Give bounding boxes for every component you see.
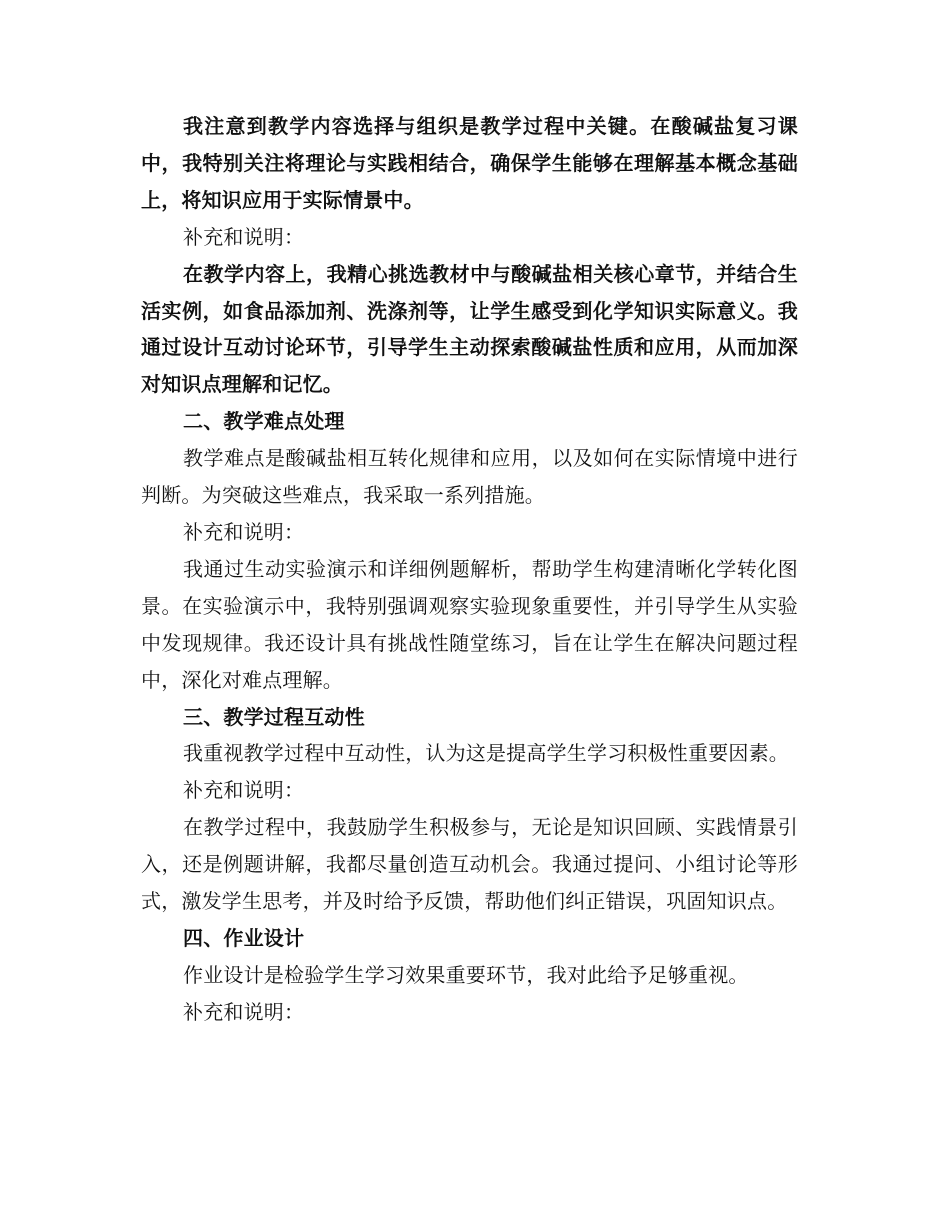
paragraph-difficulty-detail: 我通过生动实验演示和详细例题解析，帮助学生构建清晰化学转化图景。在实验演示中，我特别强调观察实验现象重要性，并引导学生从实验中发现规律。我还设计具有挑战性随堂练习，旨在让学生在解决问题过程中，深化对难点理解。 — [141, 556, 798, 692]
supplement-label: 补充和说明： — [183, 778, 305, 803]
paragraph-homework: 作业设计是检验学生学习效果重要环节，我对此给予足够重视。 — [183, 962, 749, 987]
paragraph-interaction-detail: 在教学过程中，我鼓励学生积极参与，无论是知识回顾、实践情景引入，还是例题讲解，我都尽量创造互动机会。我通过提问、小组讨论等形式，激发学生思考，并及时给予反馈，帮助他们纠正错误，巩固知识点。 — [141, 815, 798, 914]
paragraph-content-selection: 我注意到教学内容选择与组织是教学过程中关键。在酸碱盐复习课中，我特别关注将理论与实践相结合，确保学生能够在理解基本概念基础上，将知识应用于实际情景中。 — [141, 114, 798, 212]
supplement-label: 补充和说明： — [183, 999, 305, 1024]
paragraph-interaction: 我重视教学过程中互动性，认为这是提高学生学习积极性重要因素。 — [183, 741, 789, 766]
section-heading-interaction: 三、教学过程互动性 — [183, 704, 365, 729]
supplement-label: 补充和说明： — [183, 224, 305, 249]
section-heading-difficulty: 二、教学难点处理 — [183, 409, 345, 434]
supplement-label: 补充和说明： — [183, 519, 305, 544]
paragraph-difficulty: 教学难点是酸碱盐相互转化规律和应用，以及如何在实际情境中进行判断。为突破这些难点，我采取一系列措施。 — [141, 446, 798, 508]
document-body — [141, 108, 798, 1031]
section-heading-homework: 四、作业设计 — [183, 925, 305, 950]
paragraph-content-detail: 在教学内容上，我精心挑选教材中与酸碱盐相关核心章节，并结合生活实例，如食品添加剂、洗涤剂等，让学生感受到化学知识实际意义。我通过设计互动讨论环节，引导学生主动探索酸碱盐性质和应用，从而加深对知识点理解和记忆。 — [141, 261, 798, 397]
